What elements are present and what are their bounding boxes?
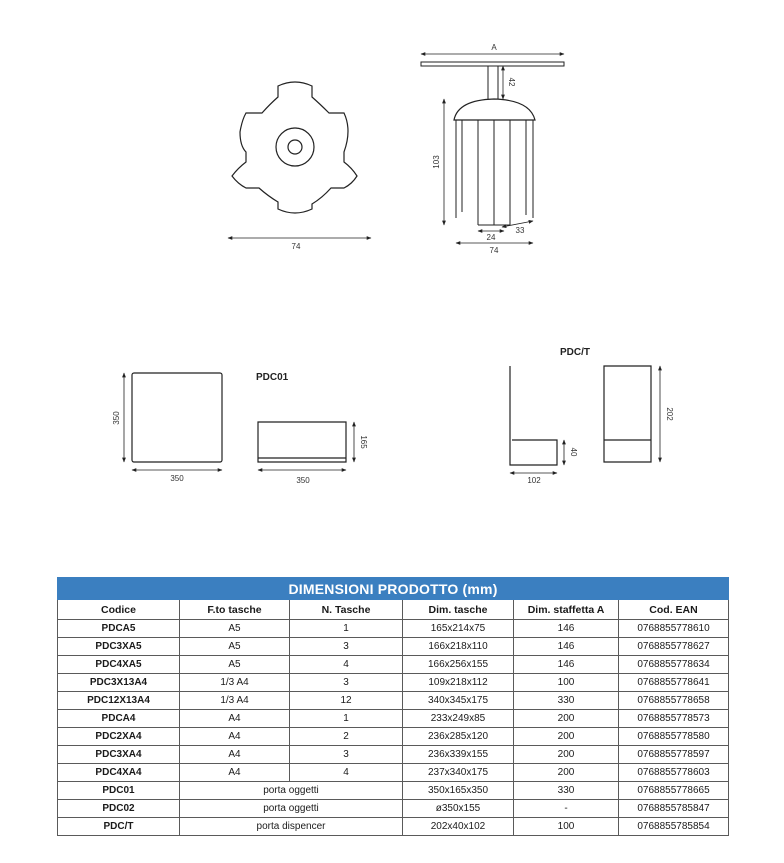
cell-bracket: 146	[514, 656, 619, 674]
cell-code: PDC3XA4	[58, 746, 180, 764]
base-inner-ring	[276, 128, 314, 166]
cell-format: 1/3 A4	[180, 692, 290, 710]
cell-bracket: 200	[514, 710, 619, 728]
cell-bracket: -	[514, 800, 619, 818]
pdct-drawing	[510, 347, 674, 485]
cell-pockets: 3	[290, 746, 403, 764]
cell-dim: 350x165x350	[403, 782, 514, 800]
table-row	[58, 692, 729, 710]
dimensions-table	[57, 577, 729, 836]
cell-pockets: 4	[290, 656, 403, 674]
cell-description: porta dispencer	[180, 818, 403, 836]
cell-code: PDC/T	[58, 818, 180, 836]
base-plan-view	[228, 82, 371, 251]
dim-side-inner: 24	[486, 233, 496, 242]
cell-dim: 233x249x85	[403, 710, 514, 728]
dim-pdct-side-depth: 102	[527, 476, 541, 485]
table-row	[58, 656, 729, 674]
cell-ean: 0768855778634	[619, 656, 729, 674]
cell-bracket: 146	[514, 620, 619, 638]
cell-pockets: 2	[290, 728, 403, 746]
cell-format: 1/3 A4	[180, 674, 290, 692]
cell-ean: 0768855778658	[619, 692, 729, 710]
pdc01-side	[258, 422, 346, 462]
cell-description: porta oggetti	[180, 800, 403, 818]
pdc01-drawing	[112, 372, 368, 485]
dim-front-width: 74	[291, 242, 301, 251]
cell-format: A4	[180, 728, 290, 746]
cell-format: A5	[180, 620, 290, 638]
table-row	[58, 638, 729, 656]
cell-format: A4	[180, 746, 290, 764]
table-row	[58, 800, 729, 818]
cell-bracket: 200	[514, 764, 619, 782]
cell-ean: 0768855778641	[619, 674, 729, 692]
side-view	[421, 43, 564, 255]
cell-code: PDC4XA5	[58, 656, 180, 674]
dim-pdct-side-lip: 40	[569, 447, 578, 457]
table-row	[58, 620, 729, 638]
dim-side-tab: 33	[515, 226, 525, 235]
dim-pdc01-front-width: 350	[170, 474, 184, 483]
dome-cap	[454, 99, 535, 120]
dim-pdc01-front-height: 350	[112, 411, 121, 425]
cell-code: PDC01	[58, 782, 180, 800]
table-row	[58, 746, 729, 764]
pdct-label: PDC/T	[560, 347, 590, 358]
pdc01-front	[132, 373, 222, 462]
cell-code: PDC4XA4	[58, 764, 180, 782]
cell-bracket: 100	[514, 674, 619, 692]
stem	[488, 66, 498, 100]
header-codice: Codice	[58, 600, 180, 620]
cell-dim: 165x214x75	[403, 620, 514, 638]
cell-ean: 0768855778603	[619, 764, 729, 782]
cell-code: PDC12X13A4	[58, 692, 180, 710]
base-hole	[288, 140, 302, 154]
bracket-plate	[421, 62, 564, 66]
cell-bracket: 200	[514, 746, 619, 764]
dim-side-height: 103	[432, 155, 441, 169]
cell-ean: 0768855778610	[619, 620, 729, 638]
cell-dim: 340x345x175	[403, 692, 514, 710]
cell-pockets: 3	[290, 674, 403, 692]
cell-code: PDCA4	[58, 710, 180, 728]
cell-format: A5	[180, 656, 290, 674]
cell-code: PDC3X13A4	[58, 674, 180, 692]
header-formato: F.to tasche	[180, 600, 290, 620]
dim-pdc01-side-width: 350	[296, 476, 310, 485]
base-outline	[232, 82, 357, 213]
cell-dim: 109x218x112	[403, 674, 514, 692]
cell-code: PDC2XA4	[58, 728, 180, 746]
table-row	[58, 764, 729, 782]
cell-dim: ø350x155	[403, 800, 514, 818]
cell-dim: 236x285x120	[403, 728, 514, 746]
header-dim-tasche: Dim. tasche	[403, 600, 514, 620]
cell-pockets: 3	[290, 638, 403, 656]
cell-pockets: 12	[290, 692, 403, 710]
cell-ean: 0768855778597	[619, 746, 729, 764]
cell-bracket: 330	[514, 692, 619, 710]
table-row	[58, 782, 729, 800]
cell-dim: 237x340x175	[403, 764, 514, 782]
cell-dim: 236x339x155	[403, 746, 514, 764]
cell-ean: 0768855785847	[619, 800, 729, 818]
cell-ean: 0768855785854	[619, 818, 729, 836]
cell-code: PDC3XA5	[58, 638, 180, 656]
table-header-row	[58, 600, 729, 620]
dim-stem: 42	[507, 77, 516, 87]
cell-bracket: 146	[514, 638, 619, 656]
cell-dim: 166x218x110	[403, 638, 514, 656]
cell-pockets: 1	[290, 710, 403, 728]
table-row	[58, 710, 729, 728]
cell-ean: 0768855778580	[619, 728, 729, 746]
cell-ean: 0768855778627	[619, 638, 729, 656]
cell-format: A4	[180, 710, 290, 728]
header-ean: Cod. EAN	[619, 600, 729, 620]
cell-pockets: 4	[290, 764, 403, 782]
cell-bracket: 330	[514, 782, 619, 800]
cell-description: porta oggetti	[180, 782, 403, 800]
dim-a: A	[491, 43, 497, 52]
pdct-front	[604, 366, 651, 462]
cell-format: A5	[180, 638, 290, 656]
pdc01-label: PDC01	[256, 372, 289, 383]
cell-dim: 202x40x102	[403, 818, 514, 836]
cell-code: PDC02	[58, 800, 180, 818]
table-title: DIMENSIONI PRODOTTO (mm)	[58, 578, 729, 600]
table-body	[58, 620, 729, 836]
table-row	[58, 674, 729, 692]
header-dim-staffetta: Dim. staffetta A	[514, 600, 619, 620]
cell-ean: 0768855778665	[619, 782, 729, 800]
cell-ean: 0768855778573	[619, 710, 729, 728]
cell-dim: 166x256x155	[403, 656, 514, 674]
header-n-tasche: N. Tasche	[290, 600, 403, 620]
dim-pdc01-side-height: 165	[359, 435, 368, 449]
table-row	[58, 818, 729, 836]
cell-pockets: 1	[290, 620, 403, 638]
table-row	[58, 728, 729, 746]
cell-bracket: 200	[514, 728, 619, 746]
dim-side-width: 74	[489, 246, 499, 255]
dim-pdct-front-height: 202	[665, 407, 674, 421]
cell-bracket: 100	[514, 818, 619, 836]
pdct-side	[510, 366, 557, 465]
cell-code: PDCA5	[58, 620, 180, 638]
cell-format: A4	[180, 764, 290, 782]
